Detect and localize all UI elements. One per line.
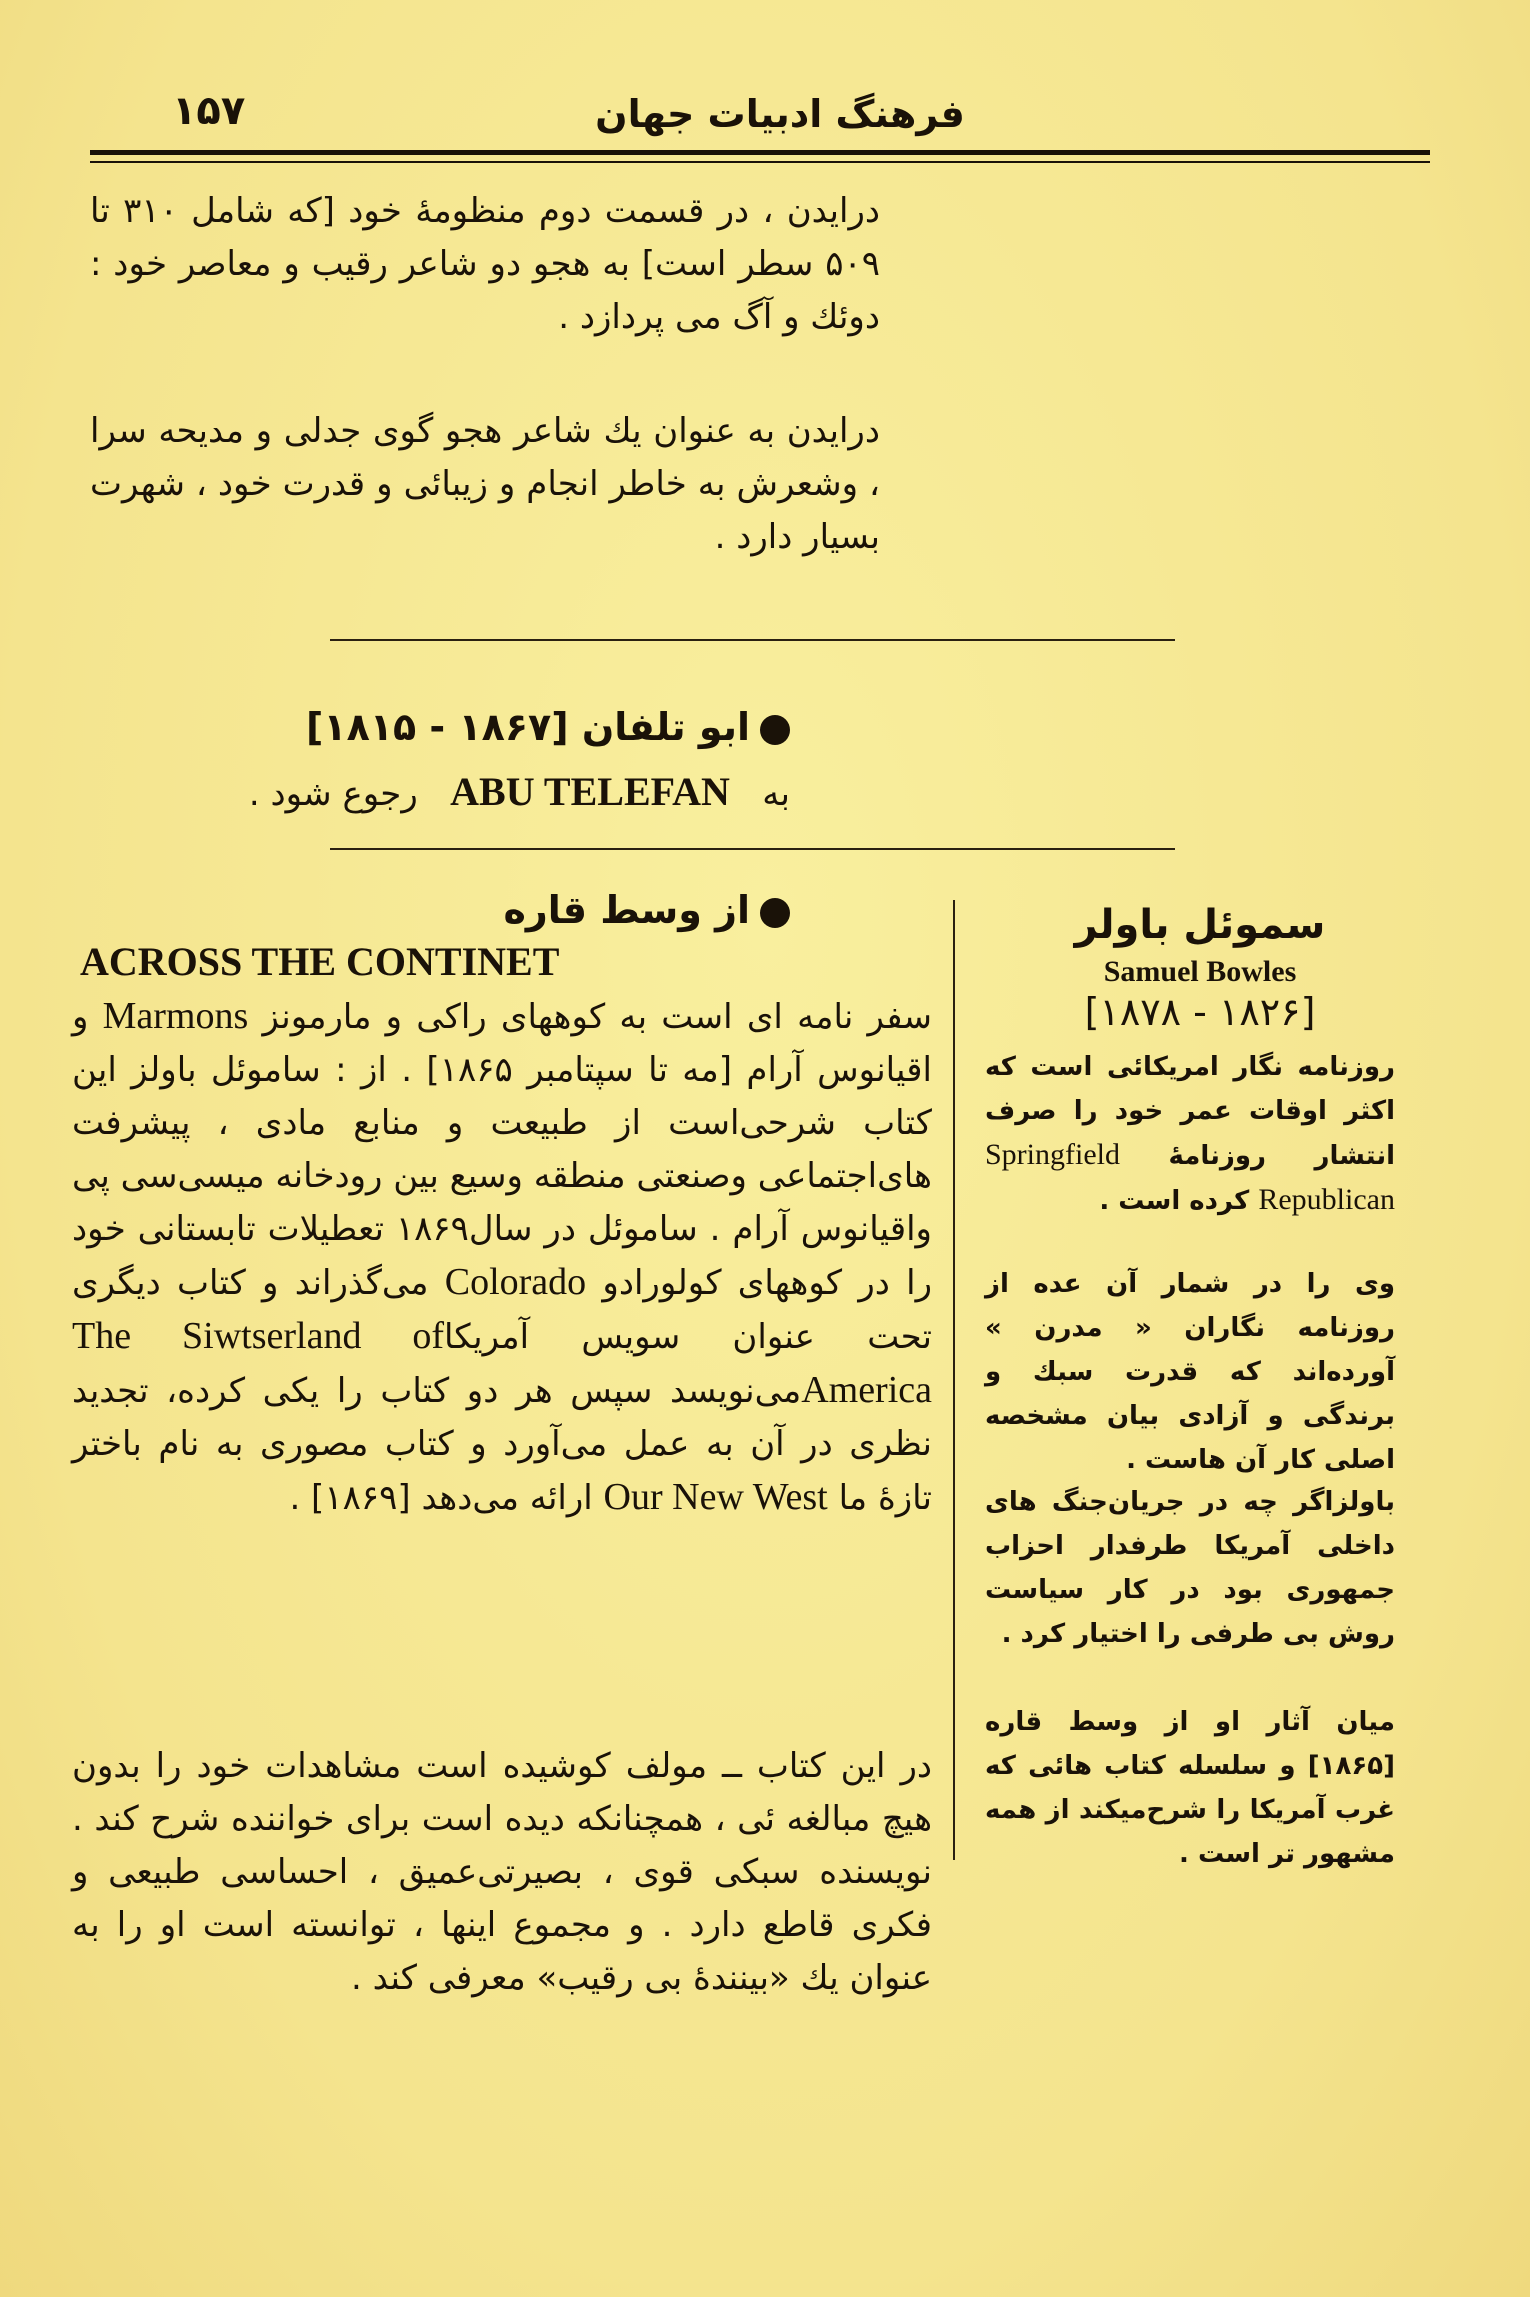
bowles-paragraph-1: [985, 1045, 1395, 1223]
abu-telefan-reference: [110, 765, 790, 821]
across-continent-paragraph-2: در این کتاب ــ مولف کوشیده است مشاهدات خود را بدون هیچ مبالغه ئی ، همچنانکه دیده است برای خواننده شرح کند . نویسنده سبکی قوی ، بصیرتی‌عمیق ، احساسی طبیعی و فکری قاطع دارد . و مجموع اینها ، توانسته است او را به عنوان یك «بینندهٔ بی رقیب» معرفی کند .: [72, 1746, 932, 1998]
bowles-dates: [۱۸۷۸ - ۱۸۲۶]: [1084, 990, 1316, 1034]
bowles-text: کرده است .: [1099, 1186, 1250, 1216]
running-header-title: فرهنگ ادبیات جهان: [595, 92, 965, 136]
latin-term: Our New West: [603, 1476, 828, 1518]
abu-telefan-heading: [200, 705, 790, 749]
across-text: ارائه می‌دهد [۱۸۶۹] .: [289, 1478, 593, 1518]
across-text: و اقیانوس آرام [مه تا سپتامبر ۱۸۶۵] . از : ساموئل باولز این کتاب شرحی‌است از طبیعت و منابع مادی ، پیشرفت های‌اجتماعی وصنعتی منطقه وسیع بین رودخانه میسی‌سی پی واقیانوس آرام . ساموئل در سال۱۸۶۹ تعطیلات تابستانی خود را در کوههای کولورادو: [72, 997, 932, 1303]
dryden-paragraph-2: درایدن به عنوان یك شاعر هجو گوی جدلی و مدیحه سرا ، وشعرش به خاطر انجام و زیبائی و قدرت خود ، شهرت بسیار دارد .: [90, 411, 880, 557]
page-number: ۱۵۷: [172, 88, 246, 134]
bowles-english-name: Samuel Bowles: [1103, 955, 1297, 988]
section-divider: [330, 639, 1175, 641]
column-divider: [953, 900, 955, 1860]
across-continent-title: از وسط قاره: [503, 888, 750, 932]
abu-telefan-title: ابو تلفان [۱۸۶۷ - ۱۸۱۵]: [306, 705, 750, 749]
bullet-dot-icon: [760, 715, 790, 745]
dryden-paragraph-1: درایدن ، در قسمت دوم منظومهٔ خود [که شامل ۳۱۰ تا ۵۰۹ سطر است] به هجو دو شاعر رقیب و معاصر خود : دوئك و آگ می پردازد .: [90, 191, 880, 337]
abu-ref-suffix: رجوع شود .: [248, 774, 418, 814]
header-rule-thin: [90, 161, 1430, 163]
abu-ref-english: ABU TELEFAN: [450, 769, 730, 814]
latin-term: Colorado: [444, 1261, 587, 1303]
bowles-paragraph-4: میان آثار او از وسط قاره [۱۸۶۵] و سلسله کتاب هائی که غرب آمریکا را شرح‌میکند از همه مشهور تر است .: [985, 1707, 1395, 1869]
latin-term: The Siwtserland of America: [72, 1315, 932, 1411]
latin-term: Springfield Republican: [985, 1138, 1395, 1216]
abu-ref-prefix: به: [762, 774, 790, 814]
bowles-heading: سموئل باولر: [1074, 902, 1326, 948]
header-rule-thick: [90, 150, 1430, 155]
bowles-text: روزنامه نگار امریکائی است که اکثر اوقات عمر خود را صرف انتشار روزنامهٔ: [985, 1052, 1395, 1171]
section-divider: [330, 848, 1175, 850]
across-continent-english-title: ACROSS THE CONTINET: [80, 939, 560, 984]
across-text: می‌گذراند و کتاب دیگری تحت عنوان سویس آمریکا: [72, 1263, 933, 1357]
bowles-paragraph-2: وی را در شمار آن عده از روزنامه نگاران « مدرن » آورده‌اند که قدرت سبك و برندگی و آزادی بیان مشخصه اصلی کار آن هاست .: [985, 1269, 1395, 1475]
bowles-paragraph-3: باولزاگر چه در جریان‌جنگ های داخلی آمریکا طرفدار احزاب جمهوری بود در کار سیاست روش بی طرفی را اختیار کرد .: [985, 1487, 1395, 1649]
across-continent-heading: [430, 888, 790, 932]
across-text: می‌نویسد سپس هر دو کتاب را یکی کرده، تجدید نظری در آن به عمل می‌آورد و کتاب مصوری به نام باختر تازهٔ ما: [72, 1371, 932, 1518]
across-continent-paragraph-1: [72, 990, 932, 1525]
bullet-dot-icon: [760, 898, 790, 928]
across-text: سفر نامه ای است به کوههای راکی و مارمونز: [262, 997, 932, 1037]
latin-term: Marmons: [102, 995, 249, 1037]
